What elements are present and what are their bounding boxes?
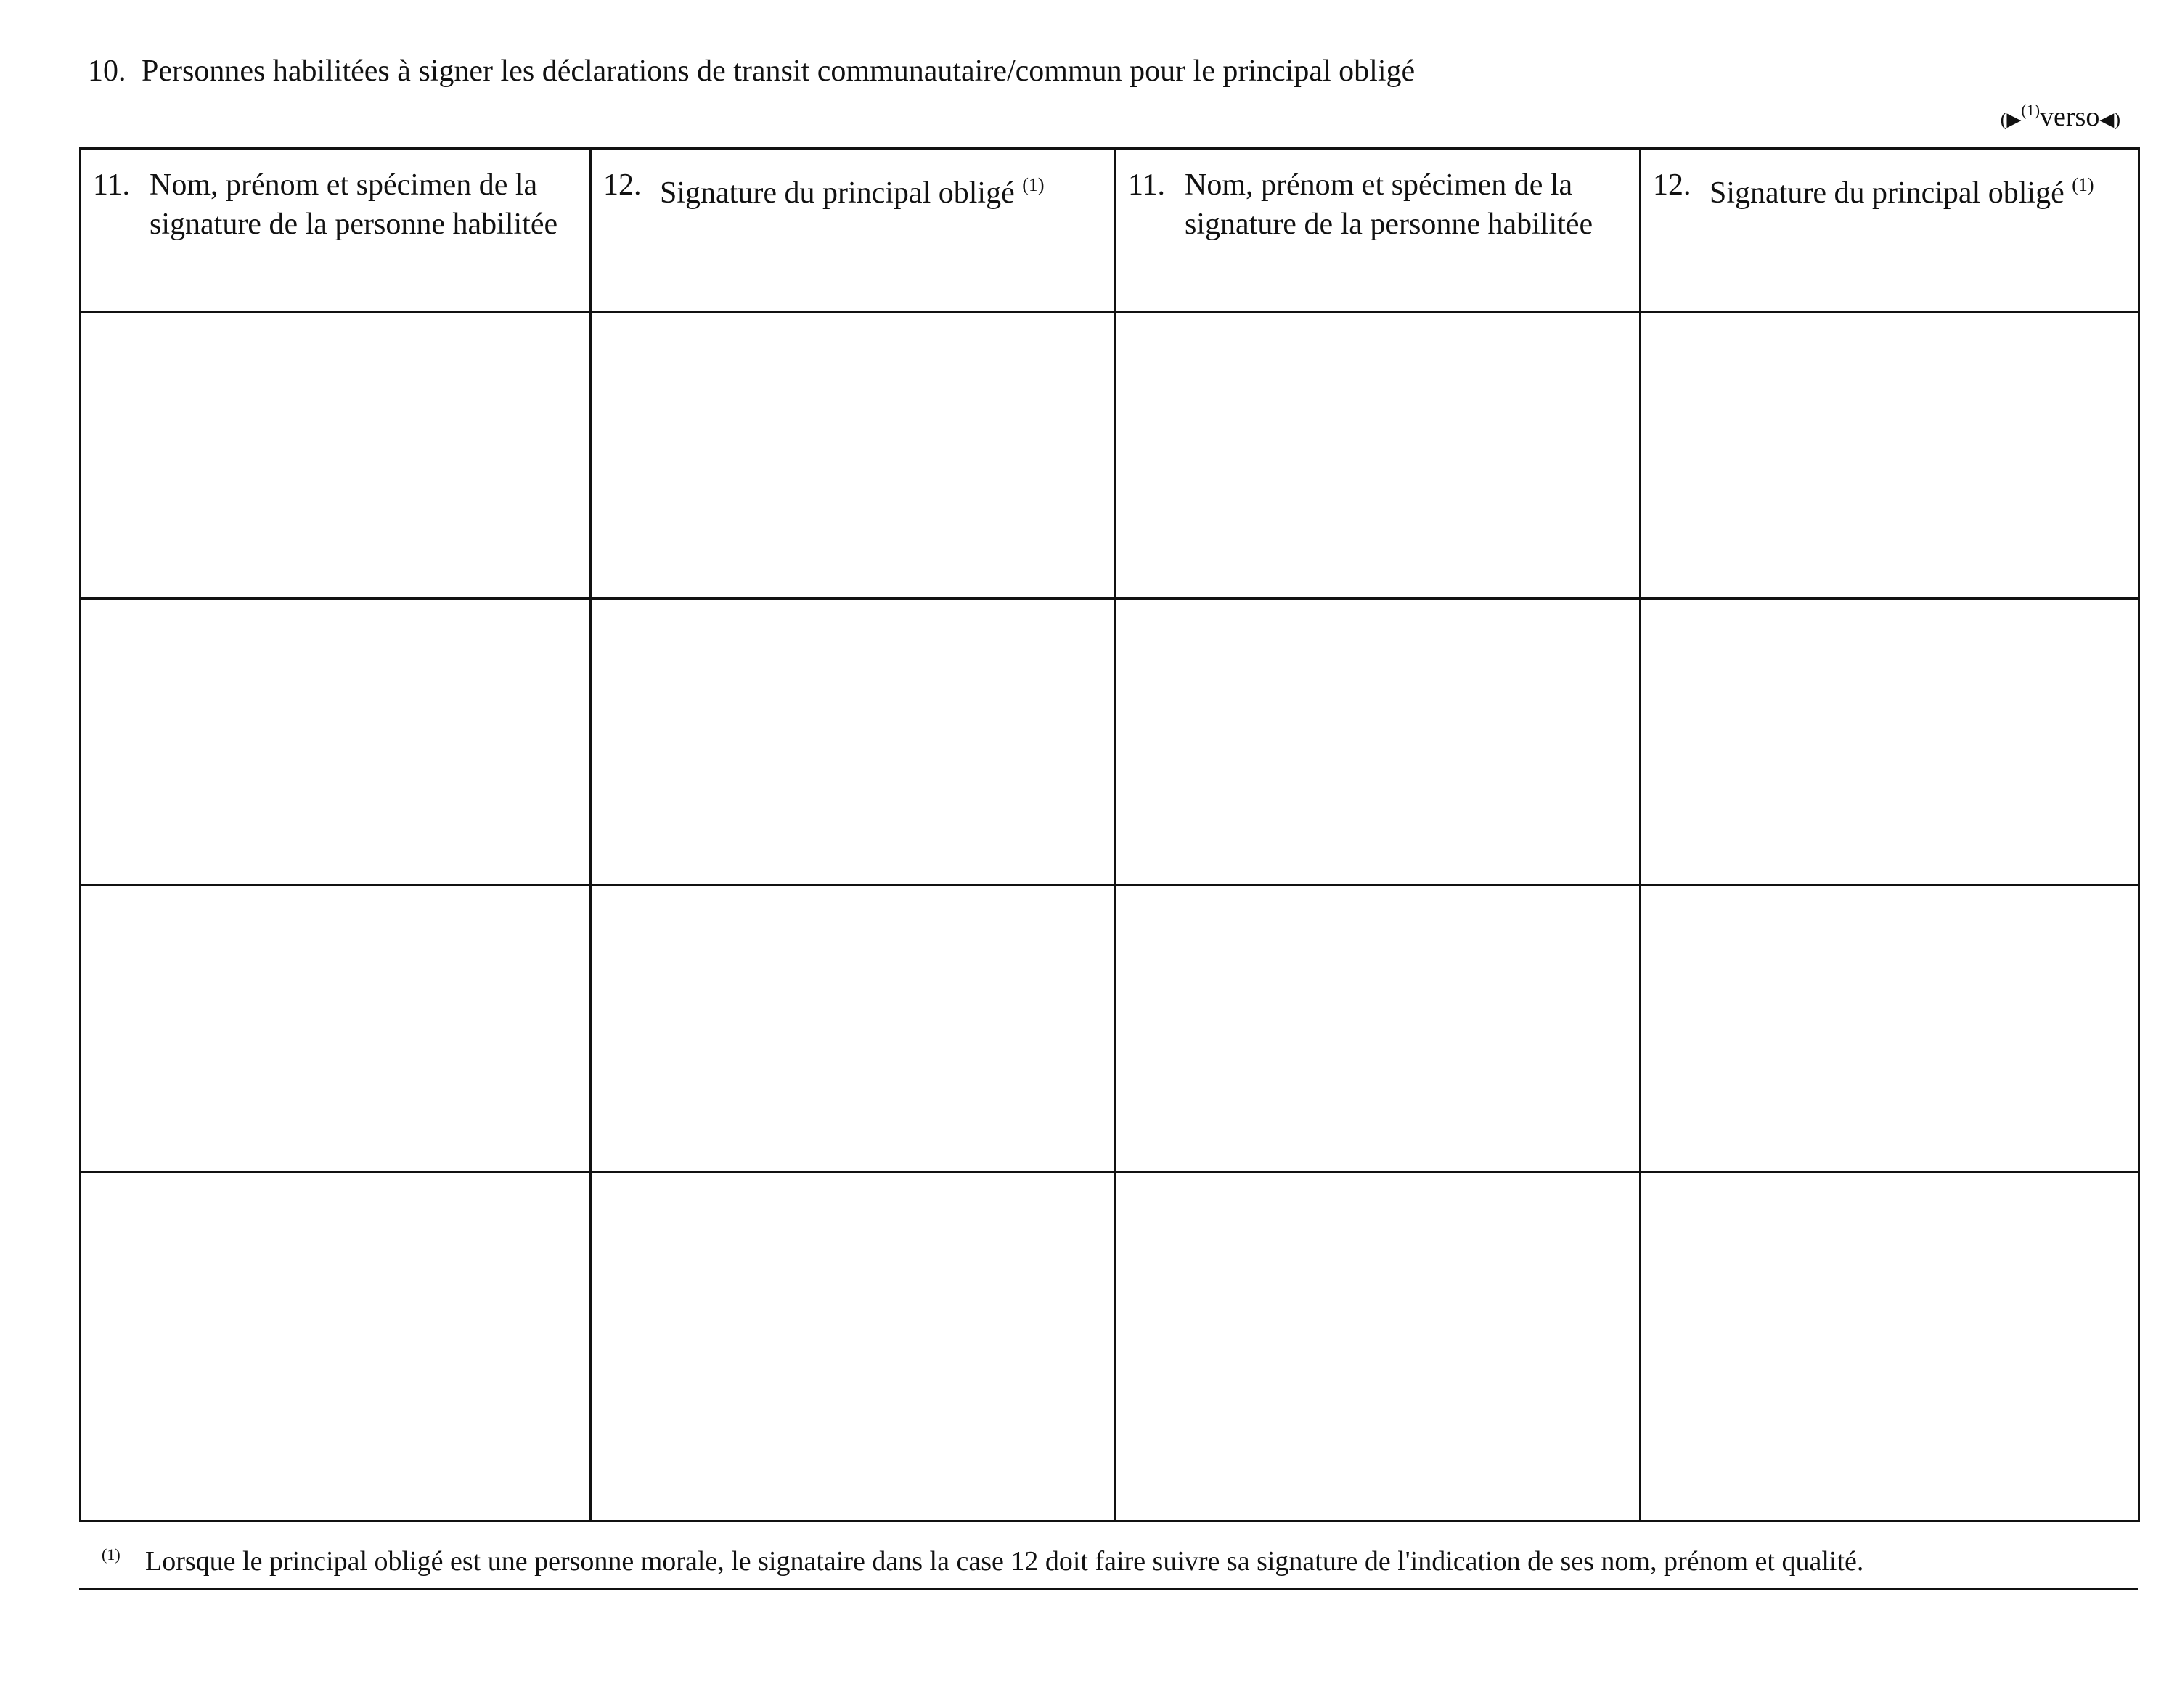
header-note-ref: (1) — [2072, 174, 2094, 195]
footnote-mark: (1) — [102, 1545, 121, 1564]
header-label: Signature du principal obligé — [660, 176, 1015, 210]
marker-word: verso — [2040, 102, 2100, 132]
name-signature-cell[interactable] — [1116, 1172, 1641, 1521]
principal-signature-cell[interactable] — [591, 886, 1116, 1172]
principal-signature-cell[interactable] — [591, 599, 1116, 886]
footnote — [102, 1537, 1863, 1579]
header-cell-signature-2 — [1641, 149, 2139, 312]
header-number: 11. — [1128, 168, 1165, 202]
table-row — [81, 599, 2139, 886]
header-number: 12. — [1653, 168, 1691, 202]
principal-signature-cell[interactable] — [1641, 1172, 2139, 1521]
heading-text: Personnes habilitées à signer les déclarations de transit communautaire/commun pour le principal obligé — [142, 54, 1416, 88]
principal-signature-cell[interactable] — [591, 1172, 1116, 1521]
heading-number: 10. — [88, 54, 126, 88]
principal-signature-cell[interactable] — [1641, 312, 2139, 599]
signatories-table — [79, 147, 2140, 1522]
footnote-divider — [79, 1588, 2138, 1590]
header-note-ref: (1) — [1022, 174, 1045, 195]
principal-signature-cell[interactable] — [1641, 886, 2139, 1172]
name-signature-cell[interactable] — [1116, 312, 1641, 599]
verso-marker — [2001, 94, 2120, 136]
name-signature-cell[interactable] — [81, 886, 591, 1172]
header-row — [81, 149, 2139, 312]
principal-signature-cell[interactable] — [591, 312, 1116, 599]
marker-sup: (1) — [2021, 101, 2041, 119]
table-row — [81, 1172, 2139, 1521]
header-label: Nom, prénom et spécimen de la signature de la personne habilitée — [1185, 168, 1593, 241]
name-signature-cell[interactable] — [81, 599, 591, 886]
form-heading — [88, 52, 1415, 90]
name-signature-cell[interactable] — [81, 312, 591, 599]
header-cell-signature-1 — [591, 149, 1116, 312]
header-number: 12. — [603, 168, 642, 202]
name-signature-cell[interactable] — [1116, 599, 1641, 886]
header-label: Signature du principal obligé — [1710, 176, 2064, 210]
table-row — [81, 312, 2139, 599]
principal-signature-cell[interactable] — [1641, 599, 2139, 886]
marker-close: ◀) — [2099, 109, 2120, 130]
footnote-text: Lorsque le principal obligé est une personne morale, le signataire dans la case 12 doit faire suivre sa signature de l'indication de ses nom, prénom et qualité. — [145, 1546, 1864, 1577]
header-cell-name-1 — [81, 149, 591, 312]
header-cell-name-2 — [1116, 149, 1641, 312]
table-row — [81, 886, 2139, 1172]
name-signature-cell[interactable] — [1116, 886, 1641, 1172]
header-number: 11. — [93, 168, 130, 202]
marker-open: (▶ — [2000, 109, 2022, 130]
header-label: Nom, prénom et spécimen de la signature de la personne habilitée — [150, 168, 558, 241]
name-signature-cell[interactable] — [81, 1172, 591, 1521]
